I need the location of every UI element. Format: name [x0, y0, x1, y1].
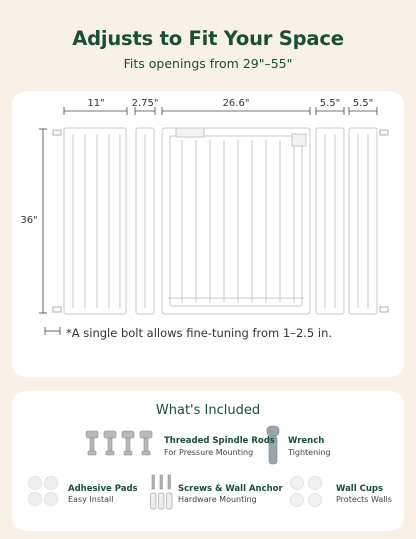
dim-right-extension-2: 5.5" — [352, 98, 374, 109]
dim-spacer: 2.75" — [131, 98, 159, 109]
item-adhesive-pads-title: Adhesive Pads — [68, 484, 138, 494]
screws-icon — [151, 475, 173, 509]
dim-right-extension-1: 5.5" — [319, 98, 341, 109]
spindle-rods-icon — [86, 431, 152, 455]
adhesive-pads-icon — [29, 477, 58, 506]
item-screws-desc: Hardware Mounting — [178, 495, 257, 504]
item-wall-cups-title: Wall Cups — [336, 484, 384, 494]
item-screws-title: Screws & Wall Anchor — [178, 484, 283, 494]
item-spindle-rods-title: Threaded Spindle Rods — [164, 436, 275, 446]
dim-height: 36" — [20, 215, 38, 226]
item-wall-cups-desc: Protects Walls — [336, 495, 392, 504]
adjustment-note: *A single bolt allows fine-tuning from 1–2.5 in. — [66, 326, 333, 340]
wall-cups-icon — [291, 477, 322, 507]
item-spindle-rods-desc: For Pressure Mounting — [164, 448, 254, 457]
whats-included-title: What's Included — [155, 403, 261, 418]
item-adhesive-pads-desc: Easy Install — [68, 495, 114, 504]
page-title: Adjusts to Fit Your Space — [72, 27, 344, 50]
page-subtitle: Fits openings from 29"–55" — [123, 56, 293, 71]
item-wrench-title: Wrench — [288, 436, 325, 446]
dim-left-extension: 11" — [87, 98, 105, 109]
dim-gate: 26.6" — [222, 98, 250, 109]
item-wrench-desc: Tightening — [288, 448, 331, 457]
